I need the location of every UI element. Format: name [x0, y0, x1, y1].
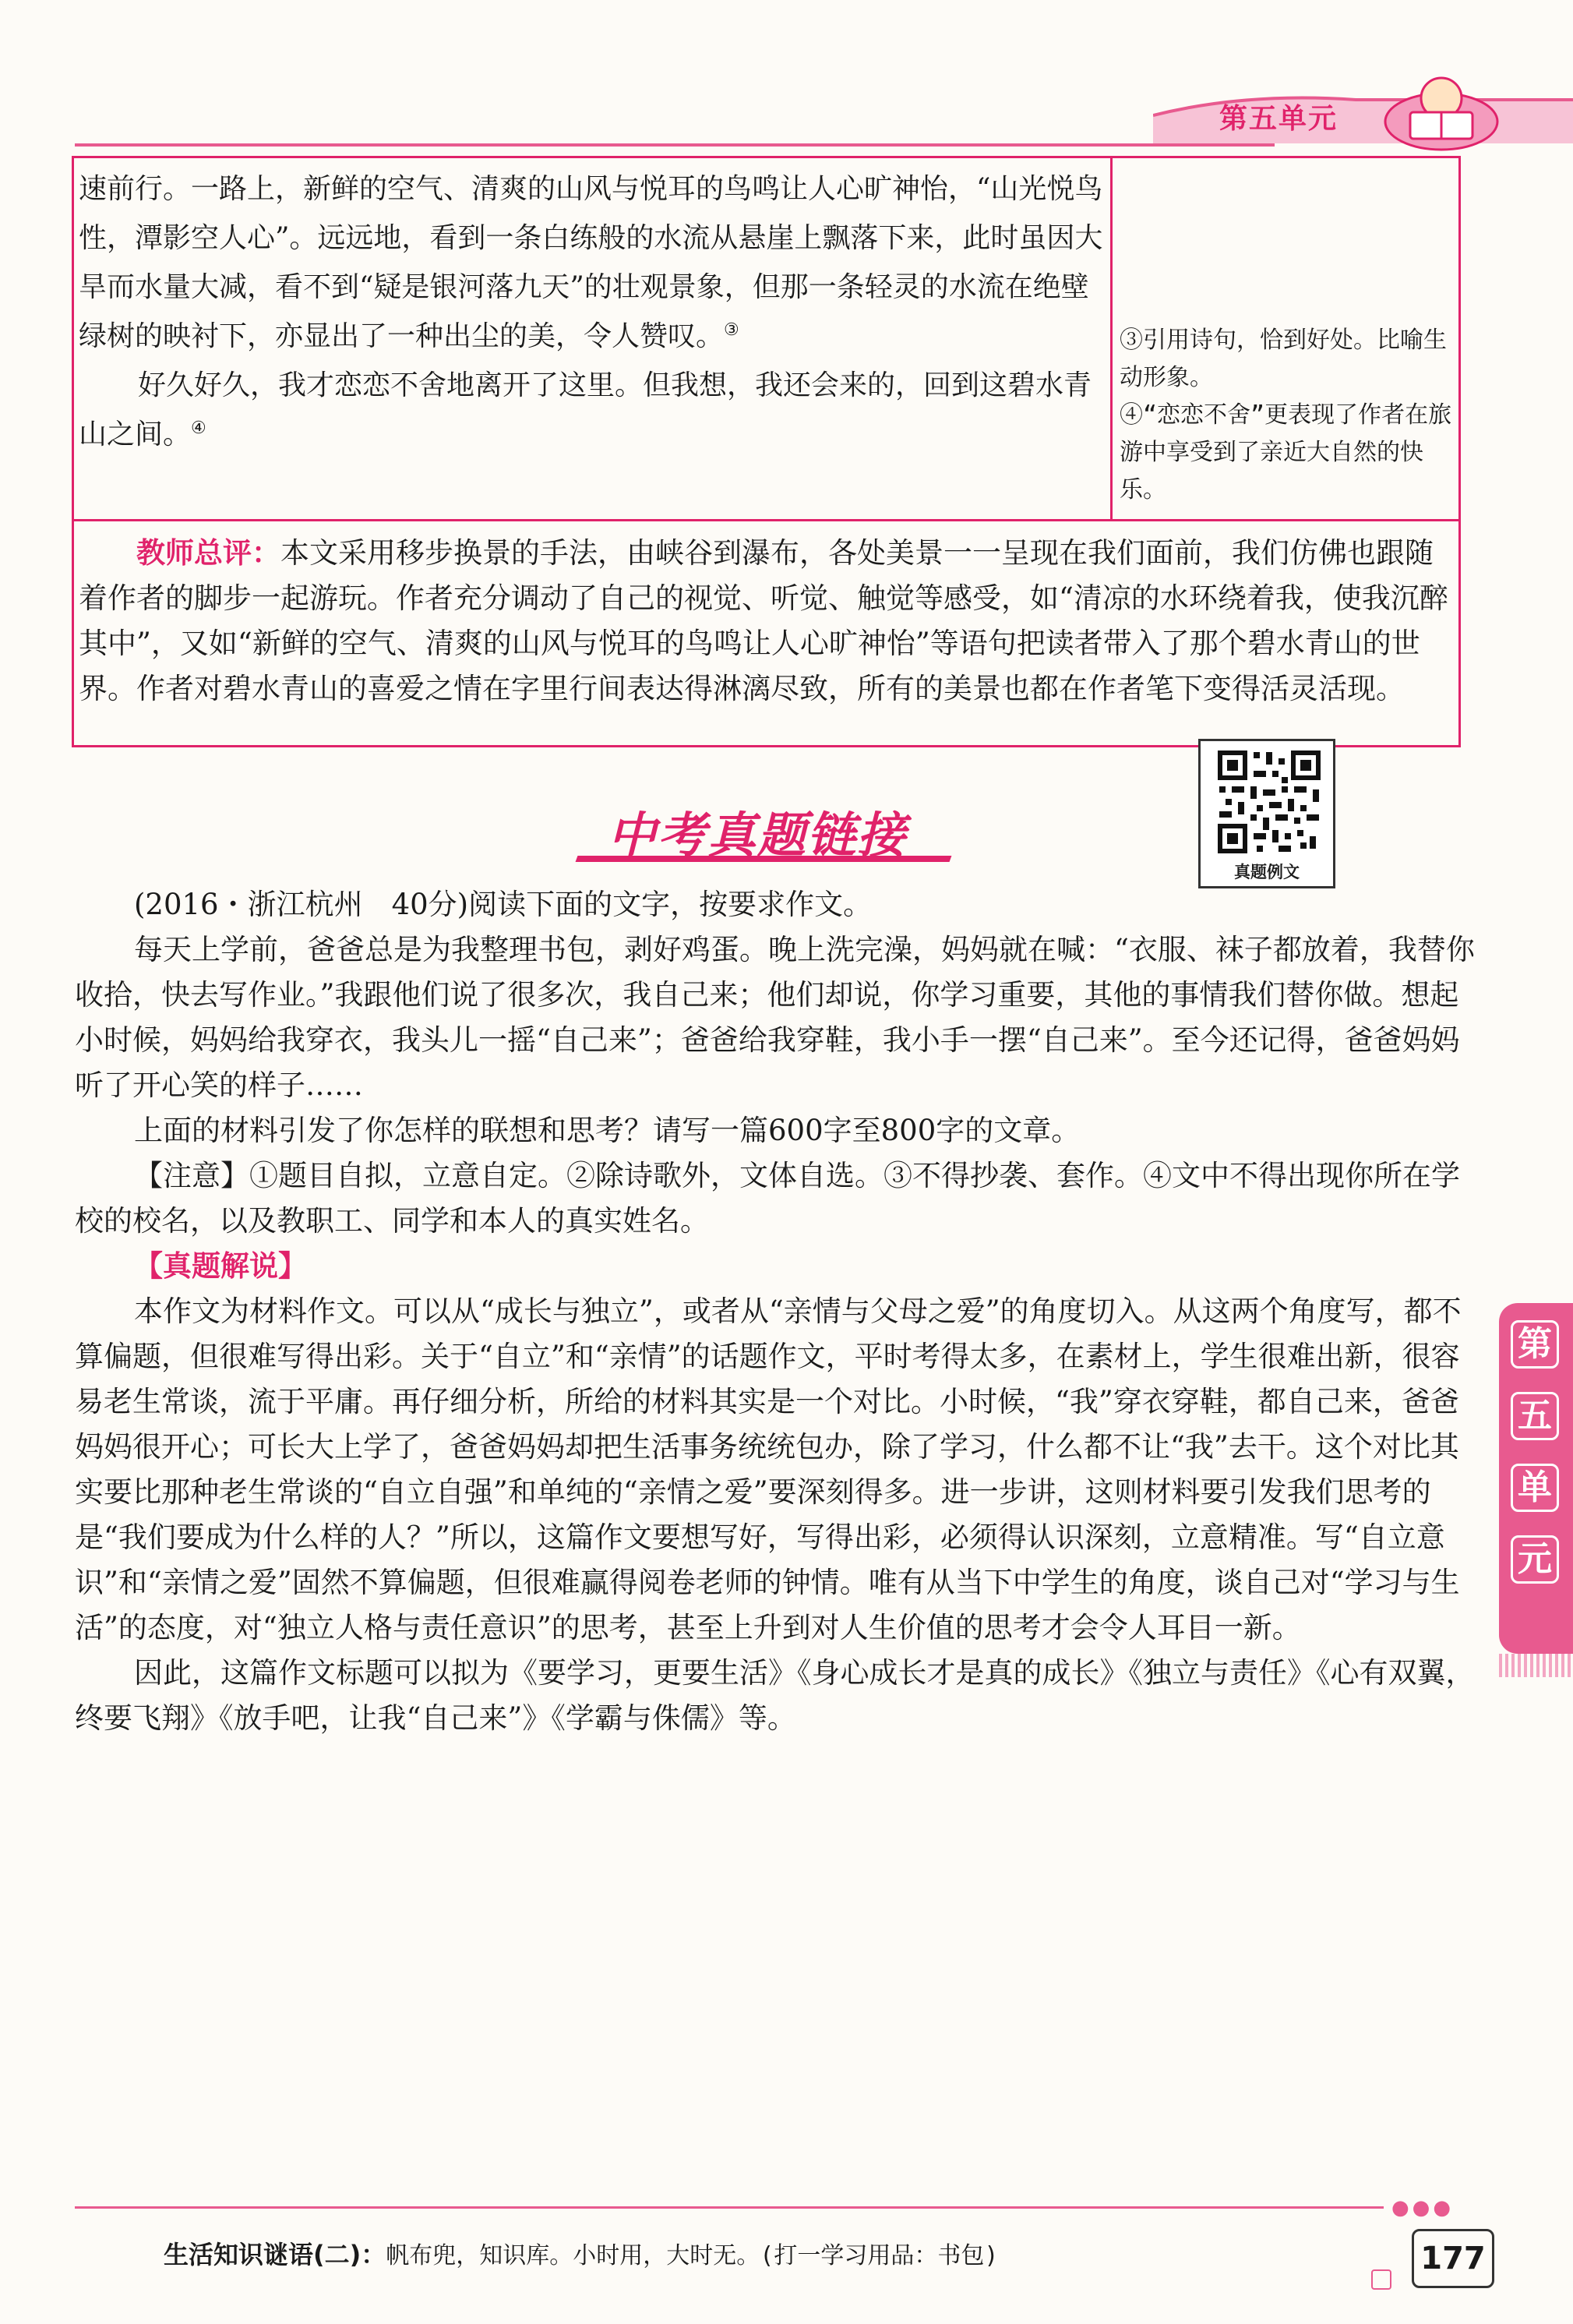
analysis-label: 【真题解说】 [134, 1249, 307, 1283]
qr-code-caption: 真题例文 [1234, 863, 1300, 881]
unit-side-tab [1499, 1303, 1573, 1654]
reading-child-emblem-icon [1379, 67, 1504, 153]
exam-notice: 【注意】①题目自拟，立意自定。②除诗歌外，文体自选。③不得抄袭、套作。④文中不得出现你所在学校的校名，以及教职工、同学和本人的真实姓名。 [75, 1159, 1460, 1238]
essay-excerpt [79, 164, 1103, 459]
side-tab-char: 五 [1511, 1392, 1559, 1440]
table-divider-horizontal [74, 519, 1458, 521]
side-tab-stripes [1499, 1654, 1573, 1677]
footer-dots: ●●● [1391, 2196, 1455, 2220]
footer-square-icon [1371, 2269, 1391, 2290]
header-ribbon [1153, 69, 1573, 143]
teacher-review [79, 531, 1454, 712]
footer-riddle [164, 2235, 998, 2271]
table-divider-vertical [1110, 158, 1113, 519]
suggested-titles: 因此，这篇作文标题可以拟为《要学习，更要生活》《身心成长才是真的成长》《独立与责任》《心有双翼，终要飞翔》《放手吧，让我“自己来”》《学霸与侏儒》等。 [75, 1656, 1475, 1735]
margin-note-4: ④“恋恋不舍”更表现了作者在旅游中享受到了亲近大自然的快乐。 [1120, 401, 1452, 503]
unit-header-label: 第五单元 [1219, 103, 1338, 135]
footer-riddle-body: 帆布兜，知识库。小时用，大时无。(打一学习用品：书包) [386, 2242, 999, 2269]
teacher-review-body: 本文采用移步换景的手法，由峡谷到瀑布，各处美景一一呈现在我们面前，我们仿佛也跟随着作者的脚步一起游玩。作者充分调动了自己的视觉、听觉、触觉等感受，如“清凉的水环绕着我，使我沉醉其中”，又如“新鲜的空气、清爽的山风与悦耳的鸟鸣让人心旷神怡”等语句把读者带入了那个碧水青山的世界。作者对碧水青山的喜爱之情在字里行间表达得淋漓尽致，所有的美景也都在作者笔下变得活灵活现。 [79, 536, 1448, 705]
essay-annotation-table [72, 156, 1461, 747]
page-number: 177 [1412, 2229, 1494, 2288]
footer-riddle-label: 生活知识谜语(二)： [164, 2240, 386, 2269]
essay-paragraph-1: 速前行。一路上，新鲜的空气、清爽的山风与悦耳的鸟鸣让人心旷神怡，“山光悦鸟性，潭影空人心”。远远地，看到一条白练般的水流从悬崖上飘落下来，此时虽因大旱而水量大减，看不到“疑是银河落九天”的壮观景象，但那一条轻灵的水流在绝壁绿树的映衬下，亦显出了一种出尘的美，令人赞叹。 [79, 173, 1103, 352]
margin-note-3: ③引用诗句，恰到好处。比喻生动形象。 [1120, 327, 1447, 391]
side-tab-char: 第 [1511, 1320, 1559, 1369]
side-tab-char: 元 [1511, 1535, 1559, 1584]
essay-paragraph-2: 好久好久，我才恋恋不舍地离开了这里。但我想，我还会来的，回到这碧水青山之间。 [79, 369, 1092, 450]
teacher-review-label: 教师总评： [136, 536, 280, 570]
header-rule [75, 143, 1275, 147]
exam-prompt: 上面的材料引发了你怎样的联想和思考？请写一篇600字至800字的文章。 [134, 1114, 1081, 1147]
section-title: 中考真题链接 [608, 807, 908, 864]
exam-material: 每天上学前，爸爸总是为我整理书包，剥好鸡蛋。晚上洗完澡，妈妈就在喊：“衣服、袜子都放着，我替你收拾，快去写作业。”我跟他们说了很多次，我自己来；他们却说，你学习重要，其他的事情我们替你做。想起小时候，妈妈给我穿衣，我头儿一摇“自己来”；爸爸给我穿鞋，我小手一摆“自己来”。至今还记得，爸爸妈妈听了开心笑的样子…… [75, 933, 1475, 1102]
qr-code-icon [1215, 747, 1324, 856]
margin-notes [1120, 322, 1455, 509]
exam-source: (2016・浙江杭州 40分)阅读下面的文字，按要求作文。 [134, 888, 873, 921]
annotation-marker-4: ④ [191, 419, 206, 438]
side-tab-char: 单 [1511, 1464, 1559, 1512]
footer-rule [75, 2206, 1384, 2209]
exam-question-section [75, 882, 1477, 1741]
qr-code-block [1198, 739, 1335, 888]
annotation-marker-3: ③ [724, 320, 739, 340]
analysis-body: 本作文为材料作文。可以从“成长与独立”，或者从“亲情与父母之爱”的角度切入。从这两个角度写，都不算偏题，但很难写得出彩。关于“自立”和“亲情”的话题作文，平时考得太多，在素材上，学生很难出新，很容易老生常谈，流于平庸。再仔细分析，所给的材料其实是一个对比。小时候，“我”穿衣穿鞋，都自己来，爸爸妈妈很开心；可长大上学了，爸爸妈妈却把生活事务统统包办，除了学习，什么都不让“我”去干。这个对比其实要比那种老生常谈的“自立自强”和单纯的“亲情之爱”要深刻得多。进一步讲，这则材料要引发我们思考的是“我们要成为什么样的人？”所以，这篇作文要想写好，写得出彩，必须得认识深刻，立意精准。写“自立意识”和“亲情之爱”固然不算偏题，但很难赢得阅卷老师的钟情。唯有从当下中学生的角度，谈自己对“学习与生活”的态度，对“独立人格与责任意识”的思考，甚至上升到对人生价值的思考才会令人耳目一新。 [75, 1294, 1462, 1644]
